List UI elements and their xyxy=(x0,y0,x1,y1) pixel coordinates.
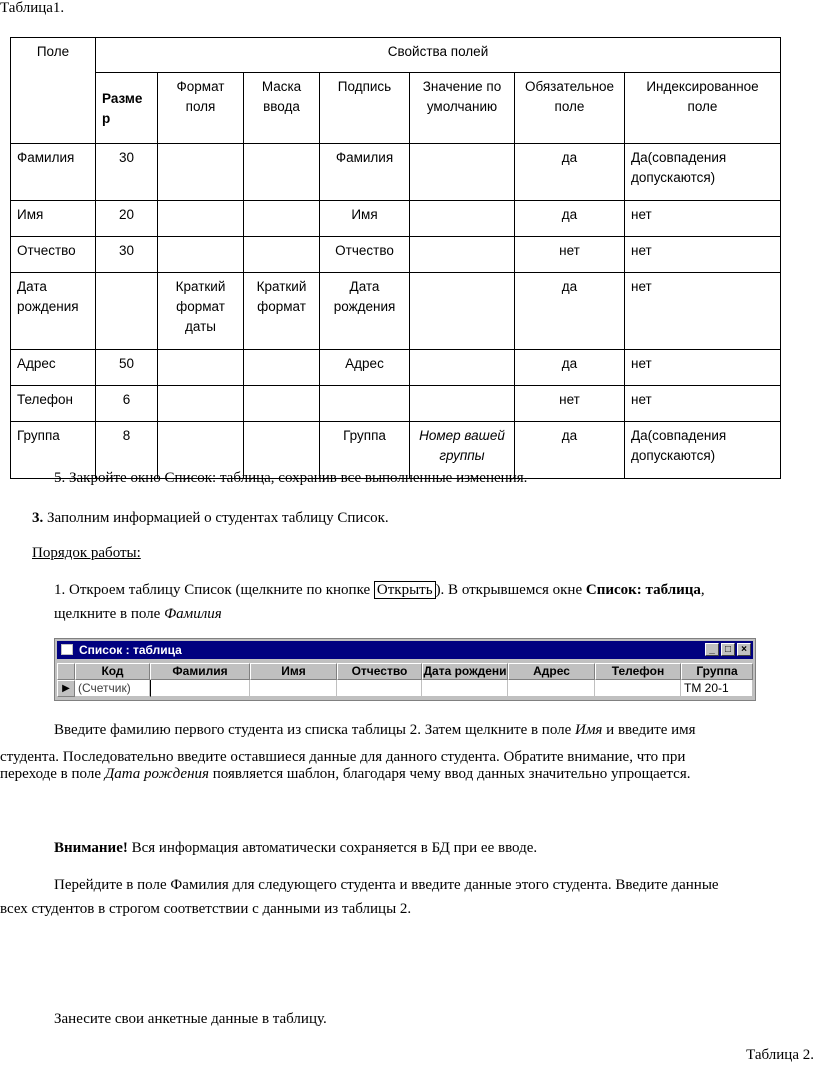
table-cell xyxy=(320,386,410,422)
table-cell: нет xyxy=(625,386,781,422)
table-cell xyxy=(410,144,515,201)
cell-patronymic[interactable] xyxy=(337,680,422,697)
column-header-birthdate[interactable]: Дата рождени xyxy=(423,664,507,678)
enter-text-d: появляется шаблон, благодаря чему ввод данных значительно упрощается. xyxy=(208,766,691,782)
subheader-mask: Маска ввода xyxy=(244,73,320,144)
table-cell: 8 xyxy=(96,422,158,479)
table-cell: да xyxy=(515,422,625,479)
table-cell: 50 xyxy=(96,350,158,386)
open-button-ref: Открыть xyxy=(374,581,436,599)
subheader-indexed: Индексированное поле xyxy=(625,73,781,144)
cell-group[interactable]: ТМ 20-1 xyxy=(681,680,753,697)
table-icon xyxy=(61,644,73,655)
close-button[interactable]: × xyxy=(737,643,751,656)
table-cell: Да(совпадения допускаются) xyxy=(625,422,781,479)
table-cell xyxy=(244,201,320,237)
minimize-button[interactable]: _ xyxy=(705,643,719,656)
table-cell: Отчество xyxy=(320,237,410,273)
table-row xyxy=(11,201,781,237)
subheader-size: Разме р xyxy=(96,73,158,144)
enter-text-a: Введите фамилию первого студента из списка таблицы 2. Затем щелкните в поле xyxy=(54,722,576,738)
cell-kod[interactable]: (Счетчик) xyxy=(75,680,150,697)
table-cell: нет xyxy=(625,237,781,273)
table-cell: Краткий формат xyxy=(244,273,320,350)
table-cell xyxy=(410,350,515,386)
table-cell: Дата рождения xyxy=(11,273,96,350)
table-row xyxy=(11,237,781,273)
subheader-format: Формат поля xyxy=(158,73,244,144)
table-cell: Да(совпадения допускаются) xyxy=(625,144,781,201)
header-corner[interactable] xyxy=(57,663,75,680)
field-properties-table xyxy=(10,37,781,479)
table-header-row xyxy=(11,38,781,73)
table-cell xyxy=(158,350,244,386)
step1-text-b: ). В открывшемся окне xyxy=(435,582,586,598)
table1-caption: Таблица1. xyxy=(0,0,65,16)
attention-line xyxy=(54,835,537,862)
section3-number: 3. xyxy=(32,510,44,526)
table2-caption: Таблица 2. xyxy=(746,1047,814,1063)
table-cell: Номер вашей группы xyxy=(410,422,515,479)
table-cell xyxy=(410,201,515,237)
next-student-line2: всех студентов в строгом соответствии с данными из таблицы 2. xyxy=(0,901,412,917)
table-cell: нет xyxy=(625,273,781,350)
table-cell: 6 xyxy=(96,386,158,422)
step1-text-a: 1. Откроем таблицу Список (щелкните по кнопке xyxy=(54,582,374,598)
work-order-heading: Порядок работы: xyxy=(32,545,141,561)
table-cell: Адрес xyxy=(11,350,96,386)
table-cell xyxy=(244,237,320,273)
table-cell xyxy=(158,237,244,273)
table-cell xyxy=(410,386,515,422)
access-table-window xyxy=(54,638,756,701)
table-cell: 30 xyxy=(96,237,158,273)
enter-italic-name: Имя xyxy=(575,722,603,738)
section3-heading xyxy=(32,505,389,532)
subheader-default: Значение по умолчанию xyxy=(410,73,515,144)
subheader-caption: Подпись xyxy=(320,73,410,144)
cell-phone[interactable] xyxy=(595,680,681,697)
table-row xyxy=(11,386,781,422)
enter-line3 xyxy=(0,761,690,788)
table-cell: Телефон xyxy=(11,386,96,422)
own-data-line: Занесите свои анкетные данные в таблицу. xyxy=(54,1011,327,1027)
attention-text: Вся информация автоматически сохраняется в БД при ее вводе. xyxy=(127,840,538,856)
table-cell: нет xyxy=(515,386,625,422)
table-cell: Группа xyxy=(11,422,96,479)
table-cell xyxy=(244,144,320,201)
table-cell: да xyxy=(515,273,625,350)
cell-firstname[interactable] xyxy=(250,680,337,697)
column-header-lastname[interactable]: Фамилия xyxy=(150,663,250,680)
column-header-address[interactable]: Адрес xyxy=(508,663,595,680)
row-selector-arrow-icon[interactable]: ▶ xyxy=(57,680,75,697)
column-header-phone[interactable]: Телефон xyxy=(595,663,681,680)
table-cell: Имя xyxy=(320,201,410,237)
subheader-required: Обязательное поле xyxy=(515,73,625,144)
enter-line1 xyxy=(54,717,696,744)
table-cell: Фамилия xyxy=(11,144,96,201)
table-row xyxy=(57,680,753,697)
section3-text: Заполним информацией о студентах таблицу Список. xyxy=(47,510,389,526)
table-cell xyxy=(158,201,244,237)
table-cell xyxy=(96,273,158,350)
table-cell: Отчество xyxy=(11,237,96,273)
table-cell xyxy=(158,386,244,422)
table-cell: да xyxy=(515,201,625,237)
table-cell xyxy=(410,237,515,273)
table-cell: Имя xyxy=(11,201,96,237)
table-cell: Фамилия xyxy=(320,144,410,201)
table-cell: 30 xyxy=(96,144,158,201)
column-header-firstname[interactable]: Имя xyxy=(250,663,337,680)
table-cell: да xyxy=(515,144,625,201)
attention-bold: Внимание! xyxy=(54,840,128,856)
column-header-kod[interactable]: Код xyxy=(75,663,150,680)
table-subheader-row xyxy=(11,73,781,144)
cell-lastname[interactable] xyxy=(150,680,250,697)
table-cell: Краткий формат даты xyxy=(158,273,244,350)
table-cell xyxy=(410,273,515,350)
table-cell: Группа xyxy=(320,422,410,479)
enter-text-c: переходе в поле xyxy=(0,766,105,782)
column-header-group[interactable]: Группа xyxy=(681,663,753,680)
next-student-line1: Перейдите в поле Фамилия для следующего студента и введите данные этого студента. Введите данные xyxy=(54,877,719,893)
table-row xyxy=(11,144,781,201)
step1-line2 xyxy=(54,601,222,628)
enter-italic-birthdate: Дата рождения xyxy=(104,766,209,782)
enter-line2: студента. Последовательно введите оставшиеся данные для данного студента. Обратите внимание, что при xyxy=(0,749,686,765)
enter-text-b: и введите имя xyxy=(602,722,696,738)
table-cell: нет xyxy=(515,237,625,273)
step1-italic: Фамилия xyxy=(164,606,222,622)
header-properties: Свойства полей xyxy=(96,38,781,73)
table-cell: Адрес xyxy=(320,350,410,386)
step1-text-c: , xyxy=(700,582,705,598)
window-titlebar[interactable] xyxy=(57,641,753,659)
step5-text: 5. Закройте окно Список: таблица, сохранив все выполненные изменения. xyxy=(54,470,528,486)
step1-line1 xyxy=(54,577,705,604)
cell-address[interactable] xyxy=(508,680,595,697)
table-cell: нет xyxy=(625,201,781,237)
table-row xyxy=(11,350,781,386)
table-cell xyxy=(244,386,320,422)
table-cell xyxy=(158,144,244,201)
header-field: Поле xyxy=(11,38,96,144)
step1-bold: Список: таблица xyxy=(585,582,701,598)
window-title: Список : таблица xyxy=(79,643,182,657)
table-cell xyxy=(244,350,320,386)
table-row xyxy=(11,273,781,350)
step1-text-d: щелкните в поле xyxy=(54,606,165,622)
column-header-patronymic[interactable]: Отчество xyxy=(337,663,422,680)
table-cell: 20 xyxy=(96,201,158,237)
grid-header xyxy=(57,663,753,680)
maximize-button[interactable]: □ xyxy=(721,643,735,656)
table-cell: Дата рождения xyxy=(320,273,410,350)
cell-birthdate[interactable] xyxy=(422,680,508,697)
table-cell: нет xyxy=(625,350,781,386)
table-cell: да xyxy=(515,350,625,386)
